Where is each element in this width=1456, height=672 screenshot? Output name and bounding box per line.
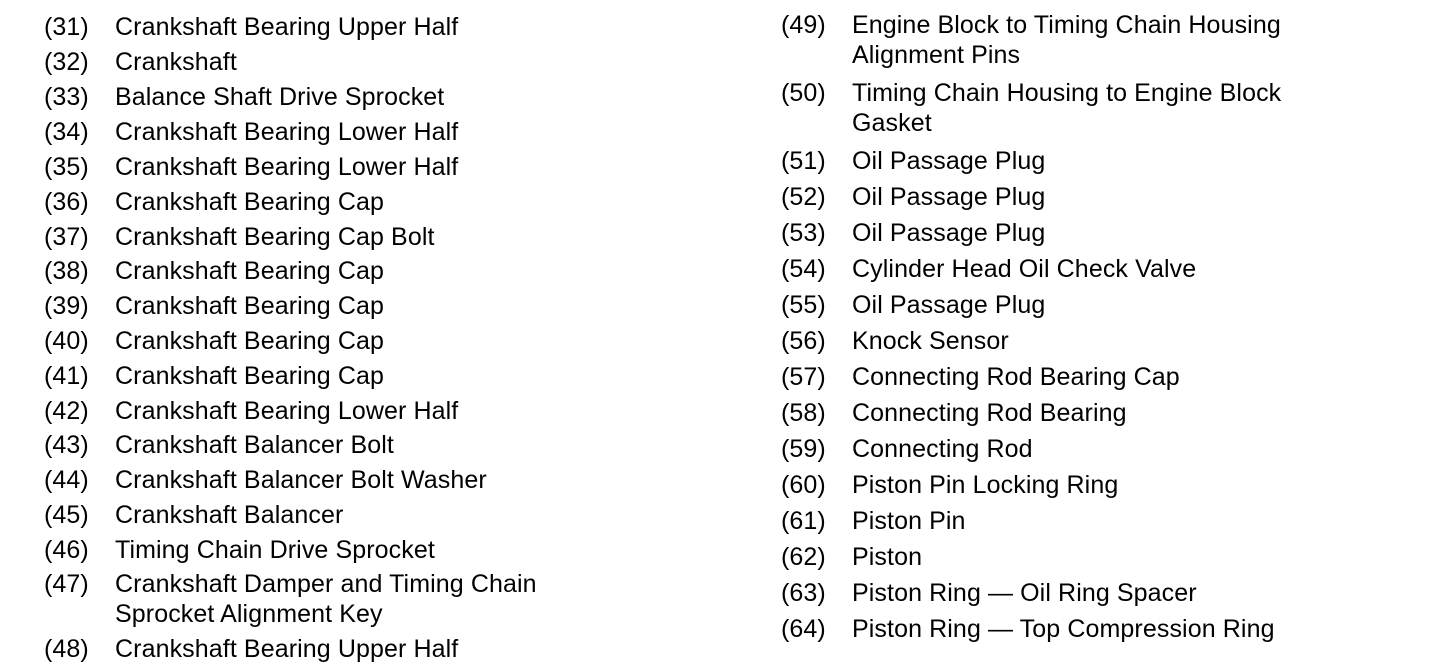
item-label: Crankshaft Bearing Upper Half: [115, 13, 459, 41]
legend-item: [781, 254, 1196, 284]
legend-item: [44, 291, 384, 321]
legend-item: [781, 542, 922, 572]
legend-item: [781, 290, 1045, 320]
item-label: Crankshaft Balancer Bolt: [115, 431, 394, 459]
item-label: Cylinder Head Oil Check Valve: [852, 255, 1197, 283]
legend-item: [781, 78, 1281, 138]
item-label: Connecting Rod: [852, 435, 1033, 463]
legend-item: [44, 361, 384, 391]
legend-item: [44, 82, 444, 112]
item-number: (32): [44, 48, 89, 76]
item-label: Engine Block to Timing Chain Housing Alignment Pins: [852, 11, 1281, 69]
item-number: (48): [44, 635, 89, 663]
item-number: (42): [44, 397, 89, 425]
legend-item: [44, 535, 435, 565]
item-label: Piston Ring — Oil Ring Spacer: [852, 579, 1197, 607]
legend-item: [44, 222, 435, 252]
item-label: Crankshaft Bearing Cap Bolt: [115, 223, 435, 251]
item-number: (39): [44, 292, 89, 320]
legend-item: [44, 187, 384, 217]
item-number: (38): [44, 257, 89, 285]
item-number: (55): [781, 291, 826, 319]
item-label: Crankshaft Bearing Cap: [115, 362, 385, 390]
item-label: Crankshaft Bearing Lower Half: [115, 153, 459, 181]
item-label: Oil Passage Plug: [852, 147, 1046, 175]
item-number: (59): [781, 435, 826, 463]
legend-item: [44, 430, 394, 460]
item-number: (64): [781, 615, 826, 643]
item-label: Connecting Rod Bearing Cap: [852, 363, 1180, 391]
item-number: (37): [44, 223, 89, 251]
item-label: Piston Pin Locking Ring: [852, 471, 1119, 499]
legend-item: [781, 506, 966, 536]
legend-item: [781, 398, 1127, 428]
item-number: (57): [781, 363, 826, 391]
item-number: (40): [44, 327, 89, 355]
item-label: Crankshaft Bearing Cap: [115, 257, 385, 285]
legend-item: [44, 47, 237, 77]
item-label: Crankshaft Bearing Cap: [115, 188, 385, 216]
item-label: Timing Chain Housing to Engine Block Gasket: [852, 79, 1282, 137]
item-number: (58): [781, 399, 826, 427]
item-number: (45): [44, 501, 89, 529]
item-number: (36): [44, 188, 89, 216]
legend-item: [44, 256, 384, 286]
item-number: (60): [781, 471, 826, 499]
item-number: (44): [44, 466, 89, 494]
item-number: (49): [781, 11, 826, 39]
item-number: (43): [44, 431, 89, 459]
item-label: Crankshaft Bearing Lower Half: [115, 118, 459, 146]
item-label: Oil Passage Plug: [852, 219, 1046, 247]
legend-item: [781, 614, 1275, 644]
item-label: Crankshaft Bearing Upper Half: [115, 635, 459, 663]
item-label: Piston: [852, 543, 923, 571]
item-number: (47): [44, 570, 89, 598]
legend-item: [44, 117, 458, 147]
item-number: (35): [44, 153, 89, 181]
item-number: (61): [781, 507, 826, 535]
legend-item: [781, 10, 1281, 70]
legend-item: [781, 182, 1045, 212]
legend-item: [44, 465, 487, 495]
legend-item: [44, 500, 343, 530]
legend-item: [781, 434, 1033, 464]
legend-item: [44, 152, 458, 182]
item-label: Crankshaft Balancer: [115, 501, 344, 529]
item-label: Oil Passage Plug: [852, 291, 1046, 319]
item-label: Knock Sensor: [852, 327, 1009, 355]
item-number: (46): [44, 536, 89, 564]
item-label: Piston Pin: [852, 507, 966, 535]
item-number: (52): [781, 183, 826, 211]
item-label: Crankshaft: [115, 48, 237, 76]
legend-item: [781, 470, 1118, 500]
item-number: (53): [781, 219, 826, 247]
item-number: (54): [781, 255, 826, 283]
item-label: Oil Passage Plug: [852, 183, 1046, 211]
legend-item: [44, 569, 537, 629]
item-number: (50): [781, 79, 826, 107]
item-number: (62): [781, 543, 826, 571]
item-label: Crankshaft Balancer Bolt Washer: [115, 466, 487, 494]
legend-item: [44, 326, 384, 356]
legend-item: [44, 396, 458, 426]
item-label: Piston Ring — Top Compression Ring: [852, 615, 1275, 643]
item-number: (34): [44, 118, 89, 146]
item-label: Connecting Rod Bearing: [852, 399, 1127, 427]
legend-item: [44, 12, 458, 42]
item-number: (51): [781, 147, 826, 175]
item-label: Crankshaft Damper and Timing Chain Sprocket Alignment Key: [115, 570, 537, 628]
legend-item: [781, 362, 1180, 392]
legend-item: [781, 578, 1197, 608]
item-number: (63): [781, 579, 826, 607]
legend-item: [781, 218, 1045, 248]
legend-item: [44, 634, 458, 664]
item-label: Timing Chain Drive Sprocket: [115, 536, 435, 564]
item-number: (41): [44, 362, 89, 390]
item-label: Balance Shaft Drive Sprocket: [115, 83, 445, 111]
legend-item: [781, 326, 1009, 356]
legend-item: [781, 146, 1045, 176]
item-label: Crankshaft Bearing Cap: [115, 327, 385, 355]
item-number: (31): [44, 13, 89, 41]
item-label: Crankshaft Bearing Cap: [115, 292, 385, 320]
item-label: Crankshaft Bearing Lower Half: [115, 397, 459, 425]
item-number: (56): [781, 327, 826, 355]
item-number: (33): [44, 83, 89, 111]
